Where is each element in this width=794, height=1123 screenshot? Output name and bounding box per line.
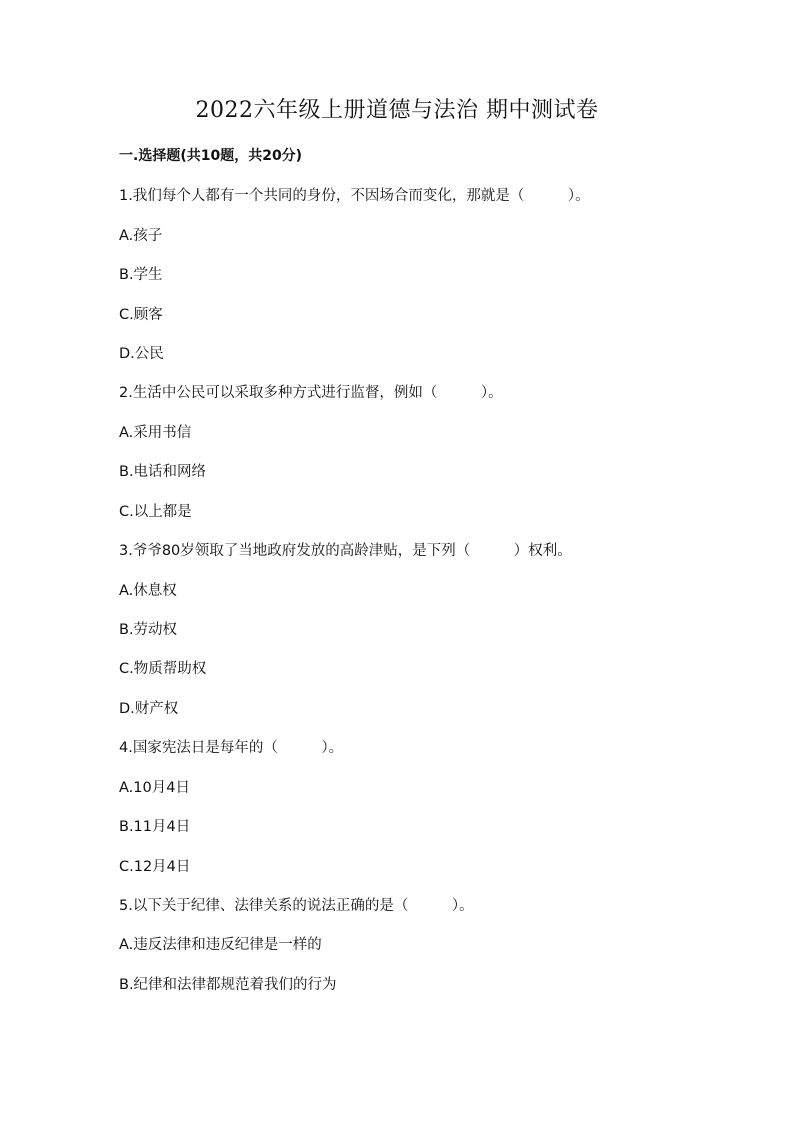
- question-1-option-c: C.顾客: [119, 307, 163, 323]
- question-3: 3.爷爷80岁领取了当地政府发放的高龄津贴，是下列（ ）权利。: [119, 543, 572, 559]
- question-5-option-b: B.纪律和法律都规范着我们的行为: [119, 977, 337, 993]
- question-1: 1.我们每个人都有一个共同的身份，不因场合而变化，那就是（ ）。: [119, 188, 590, 204]
- question-3-option-b: B.劳动权: [119, 622, 178, 638]
- section-heading: 一.选择题(共10题，共20分): [119, 148, 303, 164]
- question-3-option-a: A.休息权: [119, 583, 177, 599]
- question-4-option-c: C.12月4日: [119, 859, 191, 875]
- question-1-option-d: D.公民: [119, 346, 164, 362]
- question-4-option-a: A.10月4日: [119, 780, 190, 796]
- question-2: 2.生活中公民可以采取多种方式进行监督，例如（ ）。: [119, 385, 503, 401]
- question-2-option-a: A.采用书信: [119, 425, 192, 441]
- question-3-option-d: D.财产权: [119, 701, 179, 717]
- question-3-option-c: C.物质帮助权: [119, 661, 207, 677]
- exam-title: 2022六年级上册道德与法治 期中测试卷: [195, 98, 599, 123]
- question-5-option-a: A.违反法律和违反纪律是一样的: [119, 937, 322, 953]
- question-5: 5.以下关于纪律、法律关系的说法正确的是（ ）。: [119, 898, 474, 914]
- question-2-option-c: C.以上都是: [119, 504, 192, 520]
- question-2-option-b: B.电话和网络: [119, 464, 207, 480]
- question-4-option-b: B.11月4日: [119, 819, 191, 835]
- question-1-option-b: B.学生: [119, 267, 163, 283]
- question-1-option-a: A.孩子: [119, 228, 163, 244]
- question-4: 4.国家宪法日是每年的（ ）。: [119, 740, 344, 756]
